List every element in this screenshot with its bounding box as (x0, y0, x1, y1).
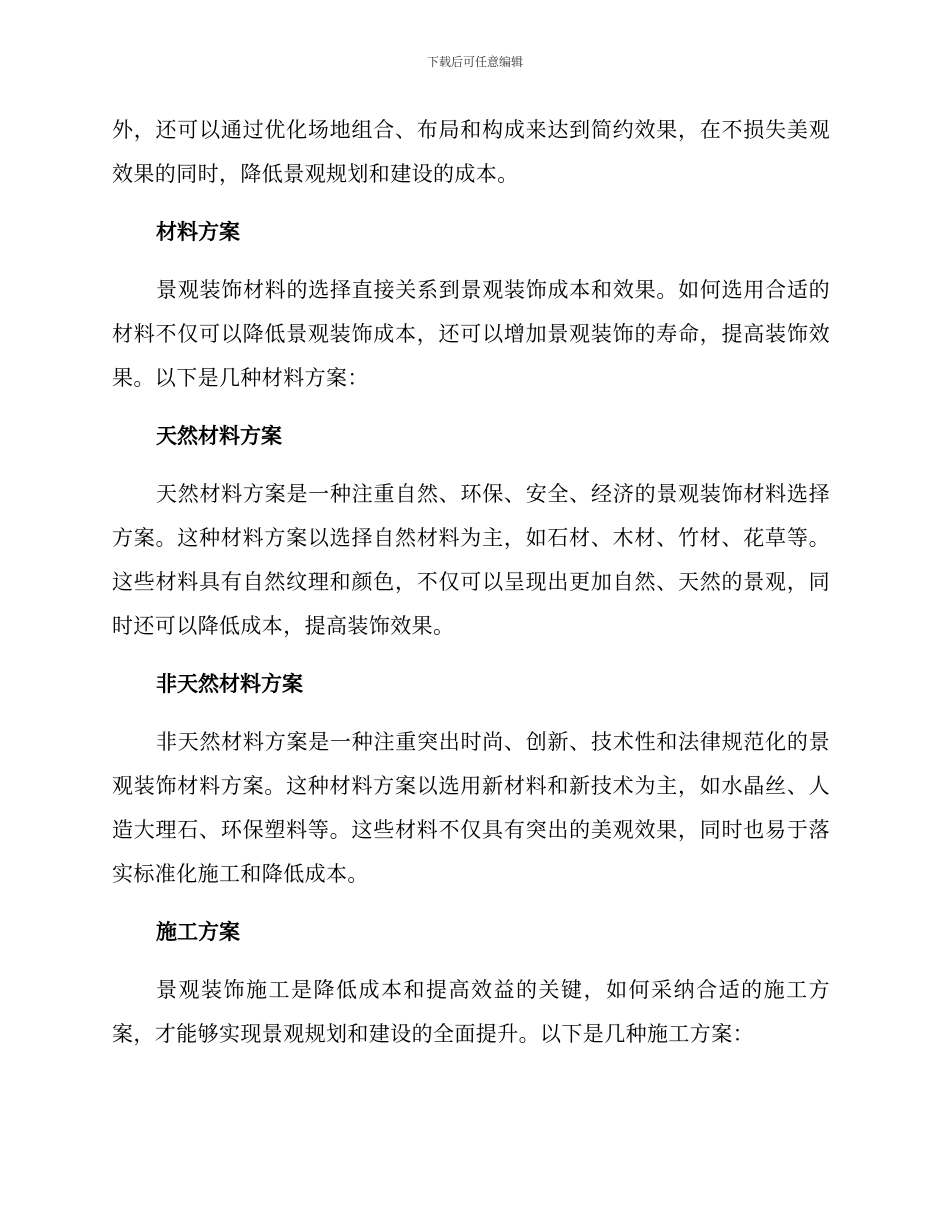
paragraph-natural-materials: 天然材料方案是一种注重自然、环保、安全、经济的景观装饰材料选择方案。这种材料方案以选择自然材料为主，如石材、木材、竹材、花草等。这些材料具有自然纹理和颜色，不仅可以呈现出更加自然、天然的景观，同时还可以降低成本，提高装饰效果。 (112, 482, 830, 638)
paragraph-materials: 景观装饰材料的选择直接关系到景观装饰成本和效果。如何选用合适的材料不仅可以降低景观装饰成本，还可以增加景观装饰的寿命，提高装饰效果。以下是几种材料方案： (112, 278, 830, 390)
heading-natural-materials: 天然材料方案 (156, 424, 282, 448)
heading-non-natural-materials: 非天然材料方案 (156, 672, 303, 696)
paragraph-non-natural-materials: 非天然材料方案是一种注重突出时尚、创新、技术性和法律规范化的景观装饰材料方案。这种材料方案以选用新材料和新技术为主，如水晶丝、人造大理石、环保塑料等。这些材料不仅具有突出的美观效果，同时也易于落实标准化施工和降低成本。 (112, 730, 830, 886)
heading-materials: 材料方案 (156, 220, 240, 244)
document-body (112, 108, 830, 1056)
heading-construction: 施工方案 (156, 920, 240, 944)
paragraph-continuation: 外，还可以通过优化场地组合、布局和构成来达到简约效果，在不损失美观效果的同时，降低景观规划和建设的成本。 (112, 118, 830, 186)
page-header: 下载后可任意编辑 (426, 55, 523, 69)
paragraph-construction: 景观装饰施工是降低成本和提高效益的关键，如何采纳合适的施工方案，才能够实现景观规划和建设的全面提升。以下是几种施工方案： (112, 978, 830, 1046)
